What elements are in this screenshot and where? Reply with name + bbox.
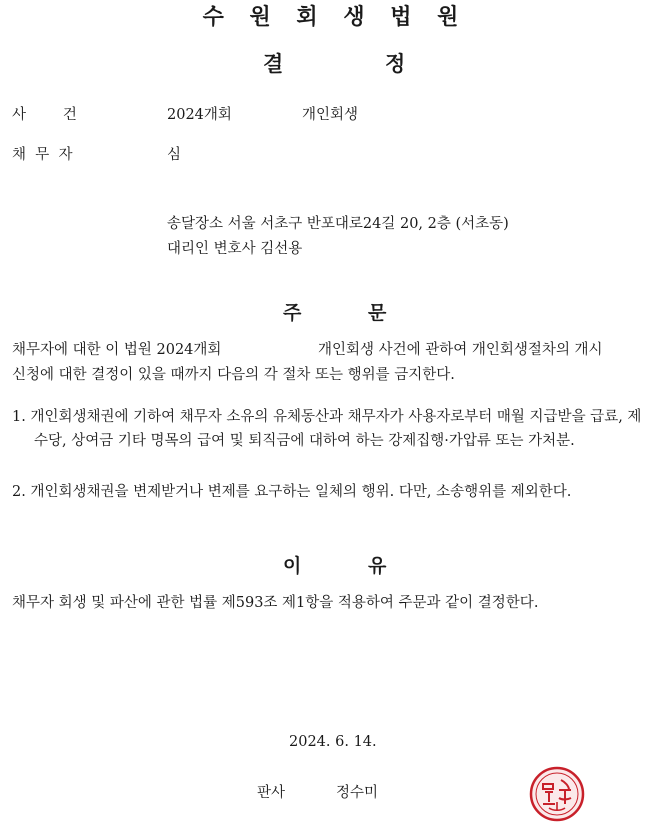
order-intro-line1-a: 채무자에 대한 이 법원 2024개회 [12,342,222,358]
reason-heading-part1: 이 [283,555,302,577]
court-name: 수 원 회 생 법 원 [202,5,468,30]
debtor-representative: 대리인 변호사 김선용 [167,241,303,257]
reason-text: 채무자 회생 및 파산에 관한 법률 제593조 제1항을 적용하여 주문과 같이 결정한다. [12,595,539,611]
judge-name: 정수미 [336,785,379,801]
case-number: 2024개회 [167,107,232,123]
judge-title: 판사 [257,785,286,801]
order-heading-part2: 문 [368,302,387,324]
decision-date: 2024. 6. 14. [289,734,377,750]
order-intro-line2: 신청에 대한 결정이 있을 때까지 다음의 각 절차 또는 행위를 금지한다. [12,367,455,383]
case-type: 개인회생 [302,107,359,123]
order-item-2: 2. 개인회생채권을 변제받거나 변제를 요구하는 일체의 행위. 다만, 소송행위를 제외한다. [12,484,572,500]
court-seal-icon [529,766,585,822]
doc-title-part2: 정 [385,52,406,76]
order-item-1: 1. 개인회생채권에 기하여 채무자 소유의 유체동산과 채무자가 사용자로부터 매월 지급받을 급료, 제수당, 상여금 기타 명목의 급여 및 퇴직금에 대하여 하는 강제집행·가압류 또는 가처분. [12,409,642,449]
case-label: 사 건 [12,107,77,123]
debtor-name: 심 [167,147,182,163]
order-intro-line1-b: 개인회생 사건에 관하여 개인회생절차의 개시 [318,342,603,358]
debtor-label: 채 무 자 [12,147,73,163]
doc-title-part1: 결 [263,52,284,76]
reason-heading-part2: 유 [368,555,387,577]
order-heading-part1: 주 [283,302,302,324]
debtor-address: 송달장소 서울 서초구 반포대로24길 20, 2층 (서초동) [167,216,509,232]
